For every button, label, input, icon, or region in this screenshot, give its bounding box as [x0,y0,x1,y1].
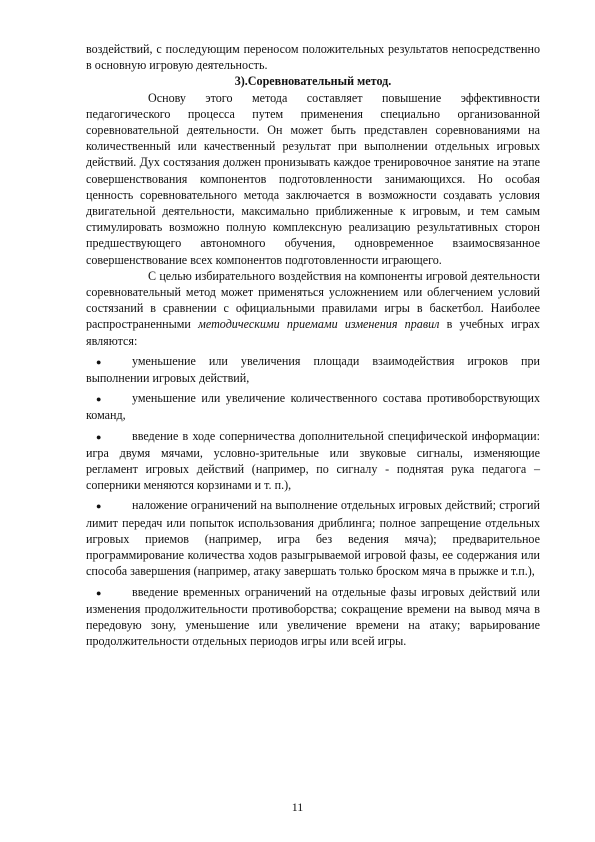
paragraph-2 [86,268,540,349]
bullet-icon: ● [96,587,102,598]
list-item-text: наложение ограничений на выполнение отдельных игровых действий; строгий лимит передач или попыток использования дриблинга; полное запрещение отдельных игровых приемов (например, игра без ведения мяча); предварительное программирование количества ходов разыгрываемой игровой фазы, ее содержания или способа завершения (например, атаку завершать только броском мяча в прыжке и т.п.), [86,498,540,579]
list-item [86,497,540,579]
list-item [86,428,540,494]
list-item-text: уменьшение или увеличение количественного состава противоборствующих команд, [86,391,540,423]
page-body [86,41,540,649]
bullet-icon: ● [96,431,102,442]
list-item [86,584,540,650]
list-item [86,390,540,423]
bullet-icon: ● [96,501,102,512]
list-item-text: введение временных ограничений на отдельные фазы игровых действий или изменения продолжительности противоборства; сокращение времени на вывод мяча в передовую зону, уменьшение или увеличение времени на атаку; варьирование продолжительности отдельных периодов игры или всей игры. [86,584,540,649]
paragraph-2-end: в учебных играх являются: [86,317,540,348]
section-heading: 3).Соревновательный метод. [234,74,392,89]
intro-paragraph: воздействий, с последующим переносом положительных результатов непосредственно в основную игровую деятельность. [86,42,540,73]
bullet-icon: ● [96,356,102,367]
list-item-text: уменьшение или увеличения площади взаимодействия игроков при выполнении игровых действий, [86,353,540,386]
paragraph-2-emphasis: методическими приемами изменения правил [198,317,440,332]
list-item-text: введение в ходе соперничества дополнительной специфической информации: игра двумя мячами, условно-зрительные или звуковые сигналы, изменяющие регламент игровых действий (например, по сигналу - поднятая рука педагога – соперники меняются корзинами и т. п.), [86,428,540,493]
list-item [86,353,540,386]
paragraph-2-start: С целью избирательного воздействия на компоненты игровой деятельности соревновательный метод может применяться усложнением или облегчением условий состязаний в сравнении с официальными правилами игры в баскетбол. Наиболее распространенными [86,268,540,332]
bullet-icon: ● [96,394,102,405]
paragraph-1: Основу этого метода составляет повышение эффективности педагогического процесса путем применения специально организованной соревновательной деятельности. Он может быть представлен соревнованиями на количественный или качественный результат при выполнении отдельных игровых действий. Дух состязания должен пронизывать каждое тренировочное занятие на этапе совершенствования компонентов подготовленности занимающихся. Но особая ценность соревновательного метода заключается в возможности создавать условия двигательной деятельности, максимально приближенные к игровым, и тем самым стимулировать возможно полную комплексную реализацию результативных сторон предшествующего автономного обучения, одновременное взаимосвязанное совершенствование всех компонентов подготовленности играющего. [86,90,540,267]
page-number: 11 [291,800,304,814]
